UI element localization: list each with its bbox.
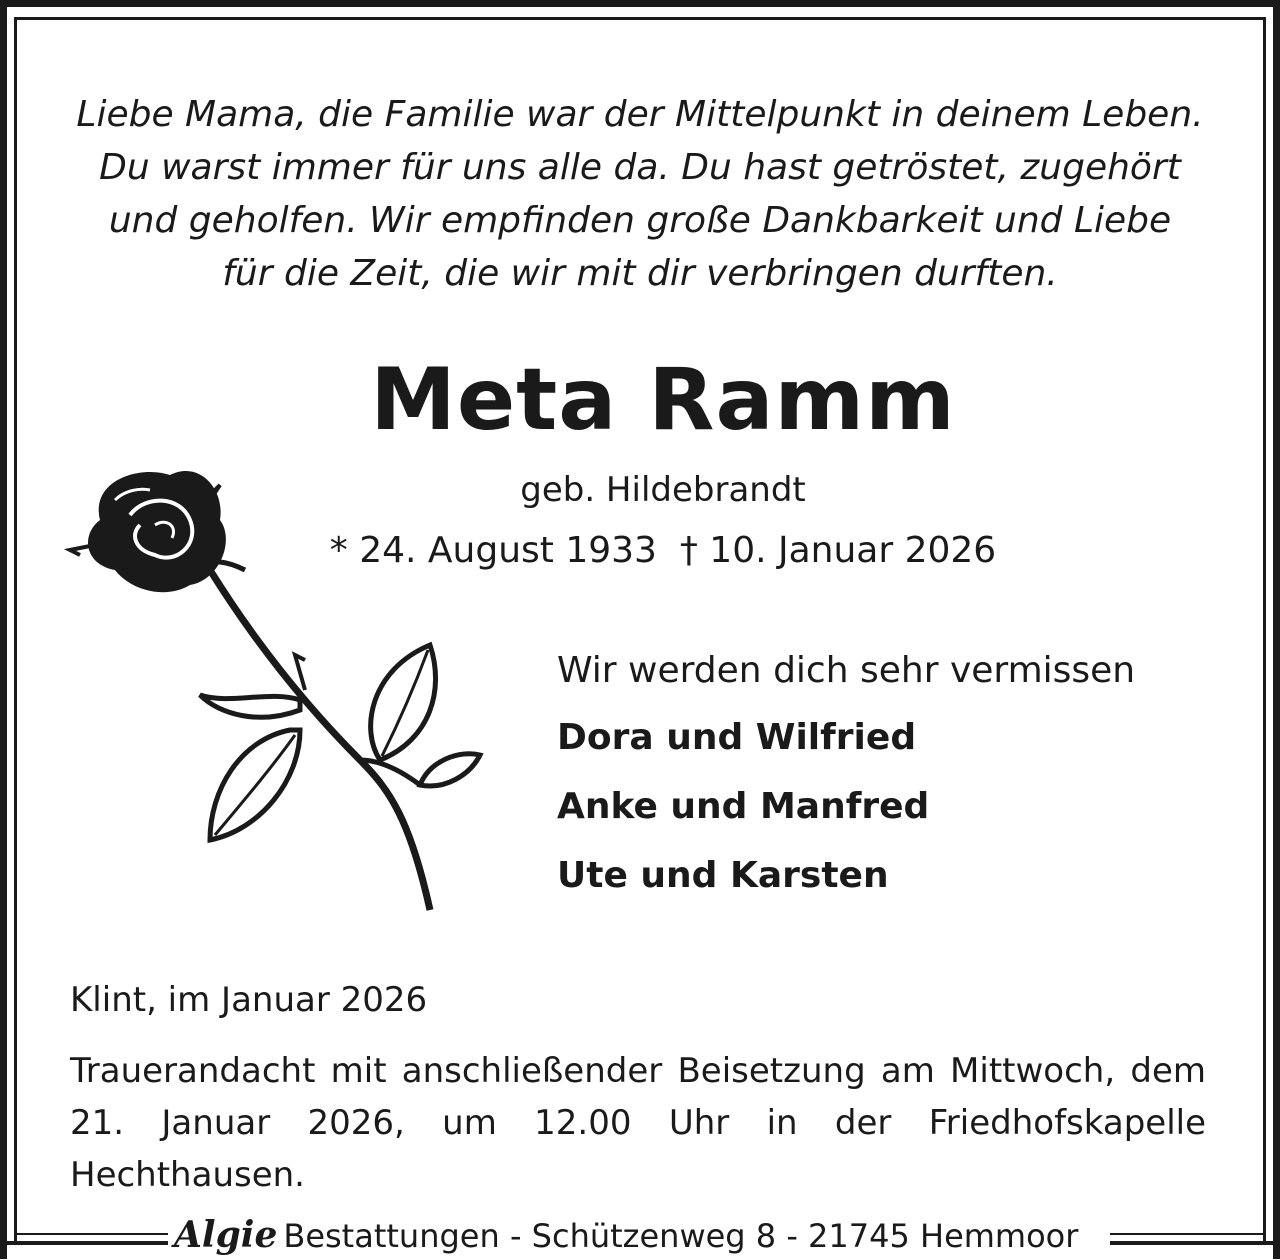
place-date: Klint, im Januar 2026: [70, 980, 428, 1020]
quote-line: Du warst immer für uns alle da. Du hast getröstet, zugehört: [99, 147, 1181, 188]
rose-icon: [60, 460, 490, 920]
funeral-home-address: Bestattungen - Schützenweg 8 - 21745 Hemmoor: [283, 1217, 1079, 1255]
memorial-quote: [40, 88, 1240, 300]
service-info: Trauerandacht mit anschließender Beisetzung am Mittwoch, dem 21. Januar 2026, um 12.00 Uhr in der Friedhofskapelle Hechthausen.: [70, 1051, 1206, 1195]
birth-name: geb. Hildebrandt: [520, 470, 806, 510]
footer-text: [168, 1214, 1084, 1256]
mourner-name: Anke und Manfred: [557, 786, 930, 827]
birth-date: * 24. August 1933: [329, 530, 657, 571]
quote-line: Liebe Mama, die Familie war der Mittelpunkt in deinem Leben.: [76, 94, 1204, 135]
funeral-home-logo: Algie: [174, 1214, 278, 1256]
quote-line: für die Zeit, die wir mit dir verbringen durften.: [222, 253, 1058, 294]
mourners-block: [557, 650, 1135, 924]
quote-line: und geholfen. Wir empfinden große Dankbarkeit und Liebe: [108, 200, 1172, 241]
footer: [0, 1214, 1280, 1260]
deceased-name: Meta Ramm: [370, 350, 956, 450]
mourner-name: Dora und Wilfried: [557, 717, 917, 758]
mourners-intro: Wir werden dich sehr vermissen: [557, 650, 1136, 691]
mourner-name: Ute und Karsten: [557, 855, 889, 896]
death-date: † 10. Januar 2026: [679, 530, 997, 571]
